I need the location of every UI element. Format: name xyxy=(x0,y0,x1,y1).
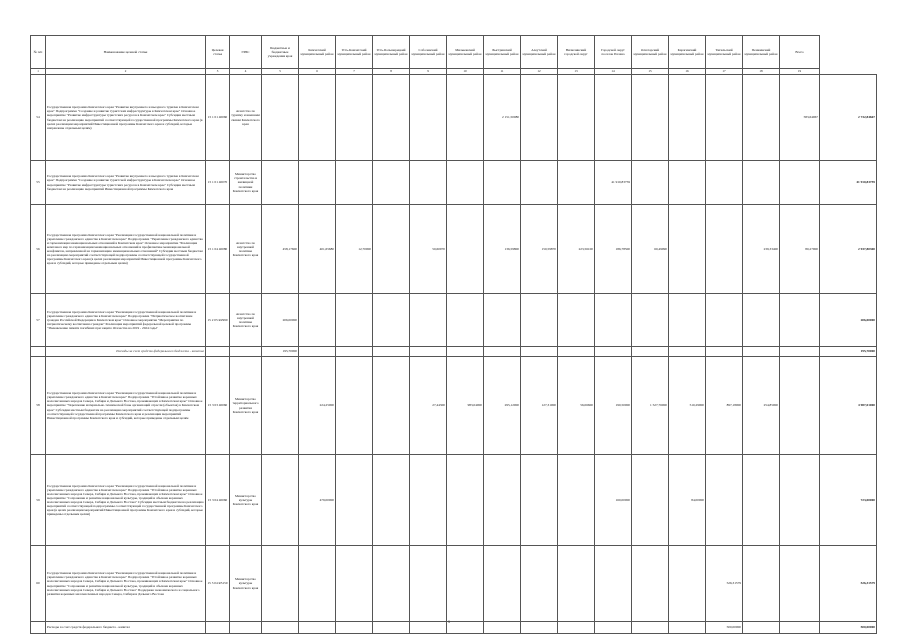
target-article-code-cell: 15 3 04 R5150 xyxy=(206,546,230,622)
amount-cell: 1 527,76000 xyxy=(632,357,669,455)
column-header: Бюджетные и бюджетные учреждения края xyxy=(262,36,299,69)
amount-cell: 56,06600 xyxy=(558,357,595,455)
table-row xyxy=(31,455,877,546)
amount-cell xyxy=(484,294,521,347)
target-article-code-cell xyxy=(206,622,230,634)
amount-cell xyxy=(632,546,669,622)
total-cell: 4 987,01000 xyxy=(820,357,877,455)
column-number: 10 xyxy=(447,69,484,75)
total-cell: 2 732,84667 xyxy=(820,75,877,161)
amount-cell: 295,12000 xyxy=(484,357,521,455)
column-number: 15 xyxy=(632,69,669,75)
target-article-code-cell: 15 1 04 40080 xyxy=(206,205,230,294)
table-row xyxy=(31,205,877,294)
amount-cell xyxy=(521,347,558,357)
amount-cell xyxy=(743,161,780,205)
column-header: Целевая статья xyxy=(206,36,230,69)
amount-cell xyxy=(447,205,484,294)
total-cell: 526,31579 xyxy=(820,546,877,622)
amount-cell xyxy=(632,75,669,161)
target-article-name-cell: Государственная программа Камчатского края "Реализация государственной национальной политики и укрепление гражданского единства в Камчатском крае" Подпрограмма "Устойчивое развитие коренных малочисленных народов Севера, Сибири и Дальнего Востока, проживающих в Камчатском крае" Основное мероприятие "Сохранение и развитие национальной культуры, традиций и обычаев коренных малочисленных народов Севера, Сибири и Дальнего Востока" Субсидии местным бюджетам на реализацию мероприятий соответствующей подпрограммы соответствующей государственной программы Камчатского края (в целях реализации мероприятий Инвестиционной программы Камчатского края и субсидий, которые приведены отдельным целям) xyxy=(46,455,206,546)
column-number: 12 xyxy=(521,69,558,75)
amount-cell: 223,56100 xyxy=(558,205,595,294)
column-number: 16 xyxy=(669,69,706,75)
grbs-cell: Министерство культуры Камчатского края xyxy=(230,546,262,622)
amount-cell xyxy=(484,622,521,634)
column-number: 6 xyxy=(299,69,336,75)
amount-cell: 479,00000 xyxy=(299,455,336,546)
amount-cell xyxy=(336,161,373,205)
amount-cell xyxy=(521,75,558,161)
amount-cell: 510,29900 xyxy=(669,357,706,455)
column-number: 19 xyxy=(780,69,820,75)
amount-cell xyxy=(410,161,447,205)
amount-cell xyxy=(336,294,373,347)
amount-cell xyxy=(743,347,780,357)
amount-cell xyxy=(780,546,820,622)
amount-cell: 897,18000 xyxy=(706,357,743,455)
amount-cell xyxy=(558,347,595,357)
amount-cell xyxy=(780,294,820,347)
amount-cell xyxy=(706,294,743,347)
column-number: 4 xyxy=(230,69,262,75)
amount-cell xyxy=(743,75,780,161)
amount-cell xyxy=(447,161,484,205)
total-cell: 206,00000 xyxy=(820,294,877,347)
amount-cell xyxy=(558,622,595,634)
amount-cell xyxy=(558,294,595,347)
column-number: 13 xyxy=(558,69,595,75)
amount-cell xyxy=(336,546,373,622)
amount-cell xyxy=(669,75,706,161)
amount-cell xyxy=(410,294,447,347)
amount-cell: 500,00000 xyxy=(706,622,743,634)
amount-cell: 41 910,83759 xyxy=(595,161,632,205)
amount-cell xyxy=(447,347,484,357)
column-header: Олюторский муниципальный район xyxy=(632,36,669,69)
amount-cell xyxy=(410,546,447,622)
row-number-cell: 56 xyxy=(31,205,46,294)
column-header: Тигильский муниципальный район xyxy=(706,36,743,69)
column-header: Наименование целевой статьи xyxy=(46,36,206,69)
grbs-cell: Министерство территориального развития Камчатского края xyxy=(230,357,262,455)
amount-cell xyxy=(299,347,336,357)
amount-cell: 186,78500 xyxy=(595,205,632,294)
amount-cell xyxy=(262,622,299,634)
amount-cell: 224,25000 xyxy=(299,357,336,455)
amount-cell: 2 151,50080 xyxy=(484,75,521,161)
target-article-code-cell: 15 1 01 40070 xyxy=(206,161,230,205)
amount-cell xyxy=(595,347,632,357)
subtotal-note-row xyxy=(31,347,877,357)
amount-cell xyxy=(336,622,373,634)
amount-cell: 84,00000 xyxy=(669,455,706,546)
table-body xyxy=(31,75,877,634)
amount-cell xyxy=(373,347,410,357)
amount-cell xyxy=(299,75,336,161)
target-article-name-cell: Государственная программа Камчатского края "Реализация государственной национальной политики и укрепление гражданского единства в Камчатском крае" Подпрограмма "Патриотическое воспитание граждан Российской Федерации в Камчатском крае" Основное мероприятие "Мероприятия по патриотическому воспитанию граждан" Реализация мероприятий федеральной целевой программы "Увековечение памяти погибших при защите Отечества на 2019 - 2024 годы" xyxy=(46,294,206,347)
amount-cell xyxy=(373,357,410,455)
total-cell: 2 937,80300 xyxy=(820,205,877,294)
grbs-cell: Агентство по туризму и внешним связям Камчатского края xyxy=(230,75,262,161)
target-article-name-cell: Государственная программа Камчатского края "Реализация государственной национальной политики и укрепление гражданского единства в Камчатском крае" Подпрограмма "Укрепление гражданского единства и гармонизация межнациональных отношений в Камчатском крае" Основное мероприятие "Реализация комплекса мер по гармонизации межнациональных отношений и профилактике межнациональной конфликтов, направленной на гармонизацию межнациональных отношений" Субсидии местным бюджетам на реализацию мероприятий соответствующей подпрограммы соответствующей государственной программы Камчатского края (в целях реализации мероприятий Инвестиционной программы Камчатского края и субсидий, которые приведены отдельным целям) xyxy=(46,205,206,294)
target-article-name-cell: Государственная программа Камчатского края "Реализация государственной национальной политики и укрепление гражданского единства в Камчатском крае" Подпрограмма "Устойчивое развитие коренных малочисленных народов Севера, Сибири и Дальнего Востока, проживающих в Камчатском крае" Основное мероприятие "Укрепление материально-технической базы организаций отрасли (объектов) в Камчатском крае" Субсидии местным бюджетам на реализацию мероприятий соответствующей подпрограммы соответствующей государственной программы Камчатского края и реализации мероприятий Инвестиционной программы Камчатского края и субсидий, которые приведены отдельным целям xyxy=(46,357,206,455)
amount-cell: 127,31000 xyxy=(521,357,558,455)
column-header: Усть-Камчатский муниципальный район xyxy=(336,36,373,69)
page-number: 5 xyxy=(448,619,451,624)
column-number: 11 xyxy=(484,69,521,75)
row-number-cell: 55 xyxy=(31,161,46,205)
column-number: 9 xyxy=(410,69,447,75)
column-header: Алеутский муниципальный район xyxy=(521,36,558,69)
amount-cell xyxy=(336,357,373,455)
total-cell: 500,00000 xyxy=(820,622,877,634)
amount-cell: 160,00000 xyxy=(595,455,632,546)
column-header: Мильковский муниципальный район xyxy=(447,36,484,69)
amount-cell xyxy=(484,455,521,546)
row-number-cell xyxy=(31,622,46,634)
column-header: Вилючинский городской округ xyxy=(558,36,595,69)
amount-cell xyxy=(743,294,780,347)
target-article-code-cell: 15 1 01 40060 xyxy=(206,75,230,161)
amount-cell: 150,59870 xyxy=(521,205,558,294)
table-header-row xyxy=(31,36,877,69)
column-number: 3 xyxy=(206,69,230,75)
amount-cell xyxy=(447,546,484,622)
column-number: 8 xyxy=(373,69,410,75)
amount-cell xyxy=(595,546,632,622)
amount-cell xyxy=(669,294,706,347)
amount-cell xyxy=(558,455,595,546)
amount-cell xyxy=(595,294,632,347)
column-header: Соболевский муниципальный район xyxy=(410,36,447,69)
row-number-cell: 58 xyxy=(31,357,46,455)
column-number: 14 xyxy=(595,69,632,75)
amount-cell xyxy=(521,546,558,622)
amount-cell xyxy=(484,546,521,622)
amount-cell xyxy=(262,455,299,546)
amount-cell xyxy=(521,455,558,546)
amount-cell: 458,17600 xyxy=(262,205,299,294)
target-article-code-cell: 15 3 03 40060 xyxy=(206,357,230,455)
column-number: 2 xyxy=(46,69,206,75)
column-header: Камчатский муниципальный район xyxy=(299,36,336,69)
amount-cell xyxy=(595,622,632,634)
amount-cell xyxy=(743,622,780,634)
column-number: 5 xyxy=(262,69,299,75)
amount-cell xyxy=(780,347,820,357)
table-row xyxy=(31,75,877,161)
amount-cell xyxy=(632,622,669,634)
amount-cell: 583,64967 xyxy=(780,75,820,161)
amount-cell xyxy=(558,546,595,622)
amount-cell xyxy=(743,455,780,546)
amount-cell xyxy=(669,205,706,294)
amount-cell: 195,70000 xyxy=(262,347,299,357)
amount-cell xyxy=(336,455,373,546)
amount-cell xyxy=(336,347,373,357)
column-header: ГРБС xyxy=(230,36,262,69)
column-header: Всего xyxy=(780,36,820,69)
amount-cell xyxy=(632,161,669,205)
amount-cell xyxy=(262,161,299,205)
amount-cell xyxy=(595,75,632,161)
total-cell: 41 910,83759 xyxy=(820,161,877,205)
amount-cell xyxy=(373,455,410,546)
total-cell: 195,70000 xyxy=(820,347,877,357)
grbs-cell xyxy=(230,347,262,357)
table-row xyxy=(31,357,877,455)
column-header: № п/п xyxy=(31,36,46,69)
amount-cell xyxy=(262,75,299,161)
amount-cell xyxy=(669,622,706,634)
target-article-code-cell: 15 2 05 R2990 xyxy=(206,294,230,347)
budget-table xyxy=(30,35,877,634)
amount-cell xyxy=(780,357,820,455)
amount-cell xyxy=(743,546,780,622)
target-article-name-cell: Государственная программа Камчатского края "Развитие внутреннего и въездного туризма в Камчатском крае" Подпрограмма "Создание и развитие туристской инфраструктуры в Камчатском крае" Основное мероприятие "Развитие инфраструктуры туристских ресурсов в Камчатском крае" Субсидии местным бюджетам на реализацию мероприятий Инвестиционной программы Камчатского края xyxy=(46,161,206,205)
row-number-cell xyxy=(31,347,46,357)
amount-cell xyxy=(336,75,373,161)
amount-cell xyxy=(484,161,521,205)
amount-cell xyxy=(669,546,706,622)
amount-cell xyxy=(632,347,669,357)
column-number: 7 xyxy=(336,69,373,75)
amount-cell: 401,65680 xyxy=(299,205,336,294)
amount-cell xyxy=(521,294,558,347)
target-article-code-cell xyxy=(206,347,230,357)
target-article-code-cell: 15 3 04 40060 xyxy=(206,455,230,546)
grbs-cell: Министерство культуры Камчатского края xyxy=(230,455,262,546)
amount-cell: 12,70000 xyxy=(336,205,373,294)
amount-cell xyxy=(447,455,484,546)
grbs-cell xyxy=(230,622,262,634)
amount-cell xyxy=(373,622,410,634)
column-header: Быстринский муниципальный район xyxy=(484,36,521,69)
amount-cell xyxy=(410,455,447,546)
target-article-name-cell: Расходы за счет средств федерального бюджета - капитал xyxy=(46,622,206,634)
total-cell: 723,00000 xyxy=(820,455,877,546)
column-header: Карагинский муниципальный район xyxy=(669,36,706,69)
amount-cell: 239,33400 xyxy=(743,205,780,294)
amount-cell xyxy=(521,161,558,205)
amount-cell xyxy=(558,75,595,161)
table-row xyxy=(31,161,877,205)
amount-cell xyxy=(484,347,521,357)
column-number: 17 xyxy=(706,69,743,75)
amount-cell: 27,44300 xyxy=(410,357,447,455)
amount-cell xyxy=(447,622,484,634)
amount-cell xyxy=(521,622,558,634)
table-row xyxy=(31,294,877,347)
amount-cell xyxy=(373,161,410,205)
target-article-name-cell: Государственная программа Камчатского края "Реализация государственной национальной политики и укрепление гражданского единства в Камчатском крае" Подпрограмма "Устойчивое развитие коренных малочисленных народов Севера, Сибири и Дальнего Востока, проживающих в Камчатском крае" Основное мероприятие "Сохранение и развитие национальной культуры, традиций и обычаев коренных малочисленных народов Севера, Сибири и Дальнего Востока" Поддержка экономического и социального развития коренных малочисленных народов Севера, Сибири и Дальнего Востока xyxy=(46,546,206,622)
amount-cell xyxy=(780,161,820,205)
target-article-name-cell: Государственная программа Камчатского края "Развитие внутреннего и въездного туризма в Камчатском крае" Подпрограмма "Создание и развитие туристских инфраструктуры в Камчатском крае" Основное мероприятие "Развитие инфраструктуры туристских ресурсов в Камчатском крае" Субсидии местным бюджетам на реализацию мероприятий соответствующей государственной программы Камчатского края (в целях реализации мероприятий Инвестиционной программы Камчатского края и субсидий, которые направлены отдельным целям) xyxy=(46,75,206,161)
column-number: 1 xyxy=(31,69,46,75)
amount-cell xyxy=(558,161,595,205)
amount-cell xyxy=(706,205,743,294)
amount-cell xyxy=(706,75,743,161)
amount-cell xyxy=(780,455,820,546)
amount-cell xyxy=(299,161,336,205)
column-header: Пенжинский муниципальный район xyxy=(743,36,780,69)
amount-cell xyxy=(373,75,410,161)
subtotal-note-row xyxy=(31,622,877,634)
amount-cell: 983,04000 xyxy=(447,357,484,455)
amount-cell: 60,49990 xyxy=(632,205,669,294)
amount-cell: 254,85000 xyxy=(743,357,780,455)
grbs-cell: Министерство строительства и жилищной политики Камчатского края xyxy=(230,161,262,205)
target-article-name-cell: Расходы за счет средств федерального бюджета - капитал xyxy=(46,347,206,357)
amount-cell xyxy=(373,205,410,294)
amount-cell xyxy=(262,546,299,622)
amount-cell: 50,60970 xyxy=(410,205,447,294)
row-number-cell: 57 xyxy=(31,294,46,347)
row-number-cell: 59 xyxy=(31,455,46,546)
amount-cell xyxy=(669,347,706,357)
amount-cell xyxy=(706,161,743,205)
amount-cell xyxy=(299,622,336,634)
table-row xyxy=(31,546,877,622)
column-header: Городской округ поселок Палана xyxy=(595,36,632,69)
amount-cell xyxy=(299,546,336,622)
amount-cell xyxy=(410,75,447,161)
amount-cell: 190,50000 xyxy=(595,357,632,455)
grbs-cell: Агентство по внутренней политике Камчатского края xyxy=(230,294,262,347)
amount-cell: 80,27900 xyxy=(780,205,820,294)
column-header: Усть-Большерецкий муниципальный район xyxy=(373,36,410,69)
amount-cell xyxy=(262,357,299,455)
amount-cell xyxy=(410,622,447,634)
amount-cell xyxy=(447,75,484,161)
amount-cell xyxy=(706,347,743,357)
row-number-cell: 60 xyxy=(31,546,46,622)
amount-cell: 526,31579 xyxy=(706,546,743,622)
amount-cell xyxy=(669,161,706,205)
amount-cell xyxy=(780,622,820,634)
amount-cell xyxy=(632,294,669,347)
row-number-cell: 54 xyxy=(31,75,46,161)
amount-cell: 206,00000 xyxy=(262,294,299,347)
amount-cell xyxy=(299,294,336,347)
amount-cell xyxy=(447,294,484,347)
amount-cell: 136,59800 xyxy=(484,205,521,294)
amount-cell xyxy=(706,455,743,546)
amount-cell xyxy=(632,455,669,546)
grbs-cell: Агентство по внутренней политике Камчатского края xyxy=(230,205,262,294)
amount-cell xyxy=(373,294,410,347)
column-number: 18 xyxy=(743,69,780,75)
amount-cell xyxy=(410,347,447,357)
amount-cell xyxy=(373,546,410,622)
